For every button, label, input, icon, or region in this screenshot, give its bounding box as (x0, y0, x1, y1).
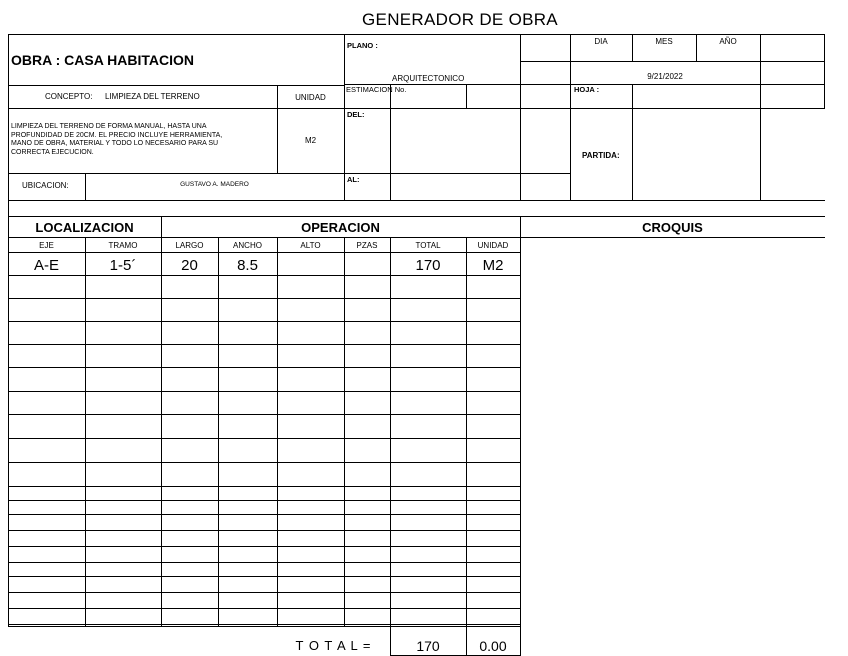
croquis-header: CROQUIS (642, 219, 703, 235)
mes-label: MES (655, 37, 673, 46)
rule (390, 84, 391, 200)
cell-total: 170 (415, 256, 441, 274)
col-largo: LARGO (175, 241, 204, 250)
rule (8, 216, 825, 217)
col-alto: ALTO (300, 241, 321, 250)
rule (520, 61, 825, 62)
cell-pzas (344, 256, 390, 274)
rule (8, 85, 344, 86)
rule (824, 34, 825, 108)
ubicacion-label: UBICACION: (22, 181, 69, 190)
rule (8, 237, 825, 238)
rule (760, 34, 761, 108)
del-label: DEL: (347, 110, 365, 119)
concepto-label: CONCEPTO: (45, 92, 93, 101)
hoja-label: HOJA : (574, 85, 600, 94)
al-label: AL: (347, 175, 360, 184)
fecha-value: 9/21/2022 (647, 72, 683, 81)
cell-eje: A-E (33, 256, 59, 274)
rule (344, 237, 345, 626)
rule (466, 84, 467, 108)
col-pzas: PZAS (356, 241, 378, 250)
row-rule (8, 626, 520, 627)
total-extra: 0.00 (479, 637, 507, 654)
estimacion-label: ESTIMACION No. (346, 85, 407, 94)
rule (390, 237, 391, 656)
cell-tramo: 1-5´ (109, 256, 137, 274)
localizacion-header: LOCALIZACION (35, 219, 134, 235)
rule (344, 34, 345, 200)
operacion-header: OPERACION (301, 219, 380, 235)
unidad-label: UNIDAD (295, 93, 326, 102)
col-eje: EJE (39, 241, 54, 250)
rule (632, 84, 633, 200)
rule (85, 237, 86, 626)
concepto-value: LIMPIEZA DEL TERRENO (105, 92, 200, 101)
rule (520, 216, 521, 656)
dia-label: DIA (594, 37, 608, 46)
ubicacion-value: GUSTAVO A. MADERO (180, 180, 249, 188)
col-total: TOTAL (415, 241, 441, 250)
plano-label: PLANO : (347, 41, 378, 50)
rule (8, 34, 825, 35)
cell-alto (277, 256, 344, 274)
anio-label: AÑO (719, 37, 737, 46)
rule (8, 34, 9, 626)
total-value: 170 (416, 637, 440, 654)
page-title: GENERADOR DE OBRA (362, 9, 558, 29)
cell-largo: 20 (181, 256, 198, 274)
rule (8, 108, 825, 109)
rule (466, 237, 467, 656)
rule (8, 200, 825, 201)
rule (8, 173, 570, 174)
col-unidad: UNIDAD (477, 241, 509, 250)
obra-label: OBRA : CASA HABITACION (11, 52, 195, 68)
rule (760, 108, 761, 200)
cell-unidad: M2 (482, 256, 504, 274)
unidad-value: M2 (304, 136, 317, 145)
col-ancho: ANCHO (233, 241, 262, 250)
rule (277, 237, 278, 626)
col-tramo: TRAMO (108, 241, 138, 250)
rule (161, 216, 162, 626)
rule (570, 34, 571, 200)
plano-value: ARQUITECTONICO (392, 74, 465, 83)
total-label: T O T A L = (295, 638, 372, 653)
partida-label: PARTIDA: (582, 151, 620, 160)
concepto-description: LIMPIEZA DEL TERRENO DE FORMA MANUAL, HASTA UNA PROFUNDIDAD DE 20CM. EL PRECIO INCLUYE HERRAMIENTA, MANO DE OBRA, MATERIAL Y TODO LO NECESARIO PARA SU CORRECTA EJECUCION. (11, 123, 223, 156)
rule (218, 237, 219, 626)
cell-ancho: 8.5 (237, 256, 258, 274)
rule (520, 34, 521, 200)
